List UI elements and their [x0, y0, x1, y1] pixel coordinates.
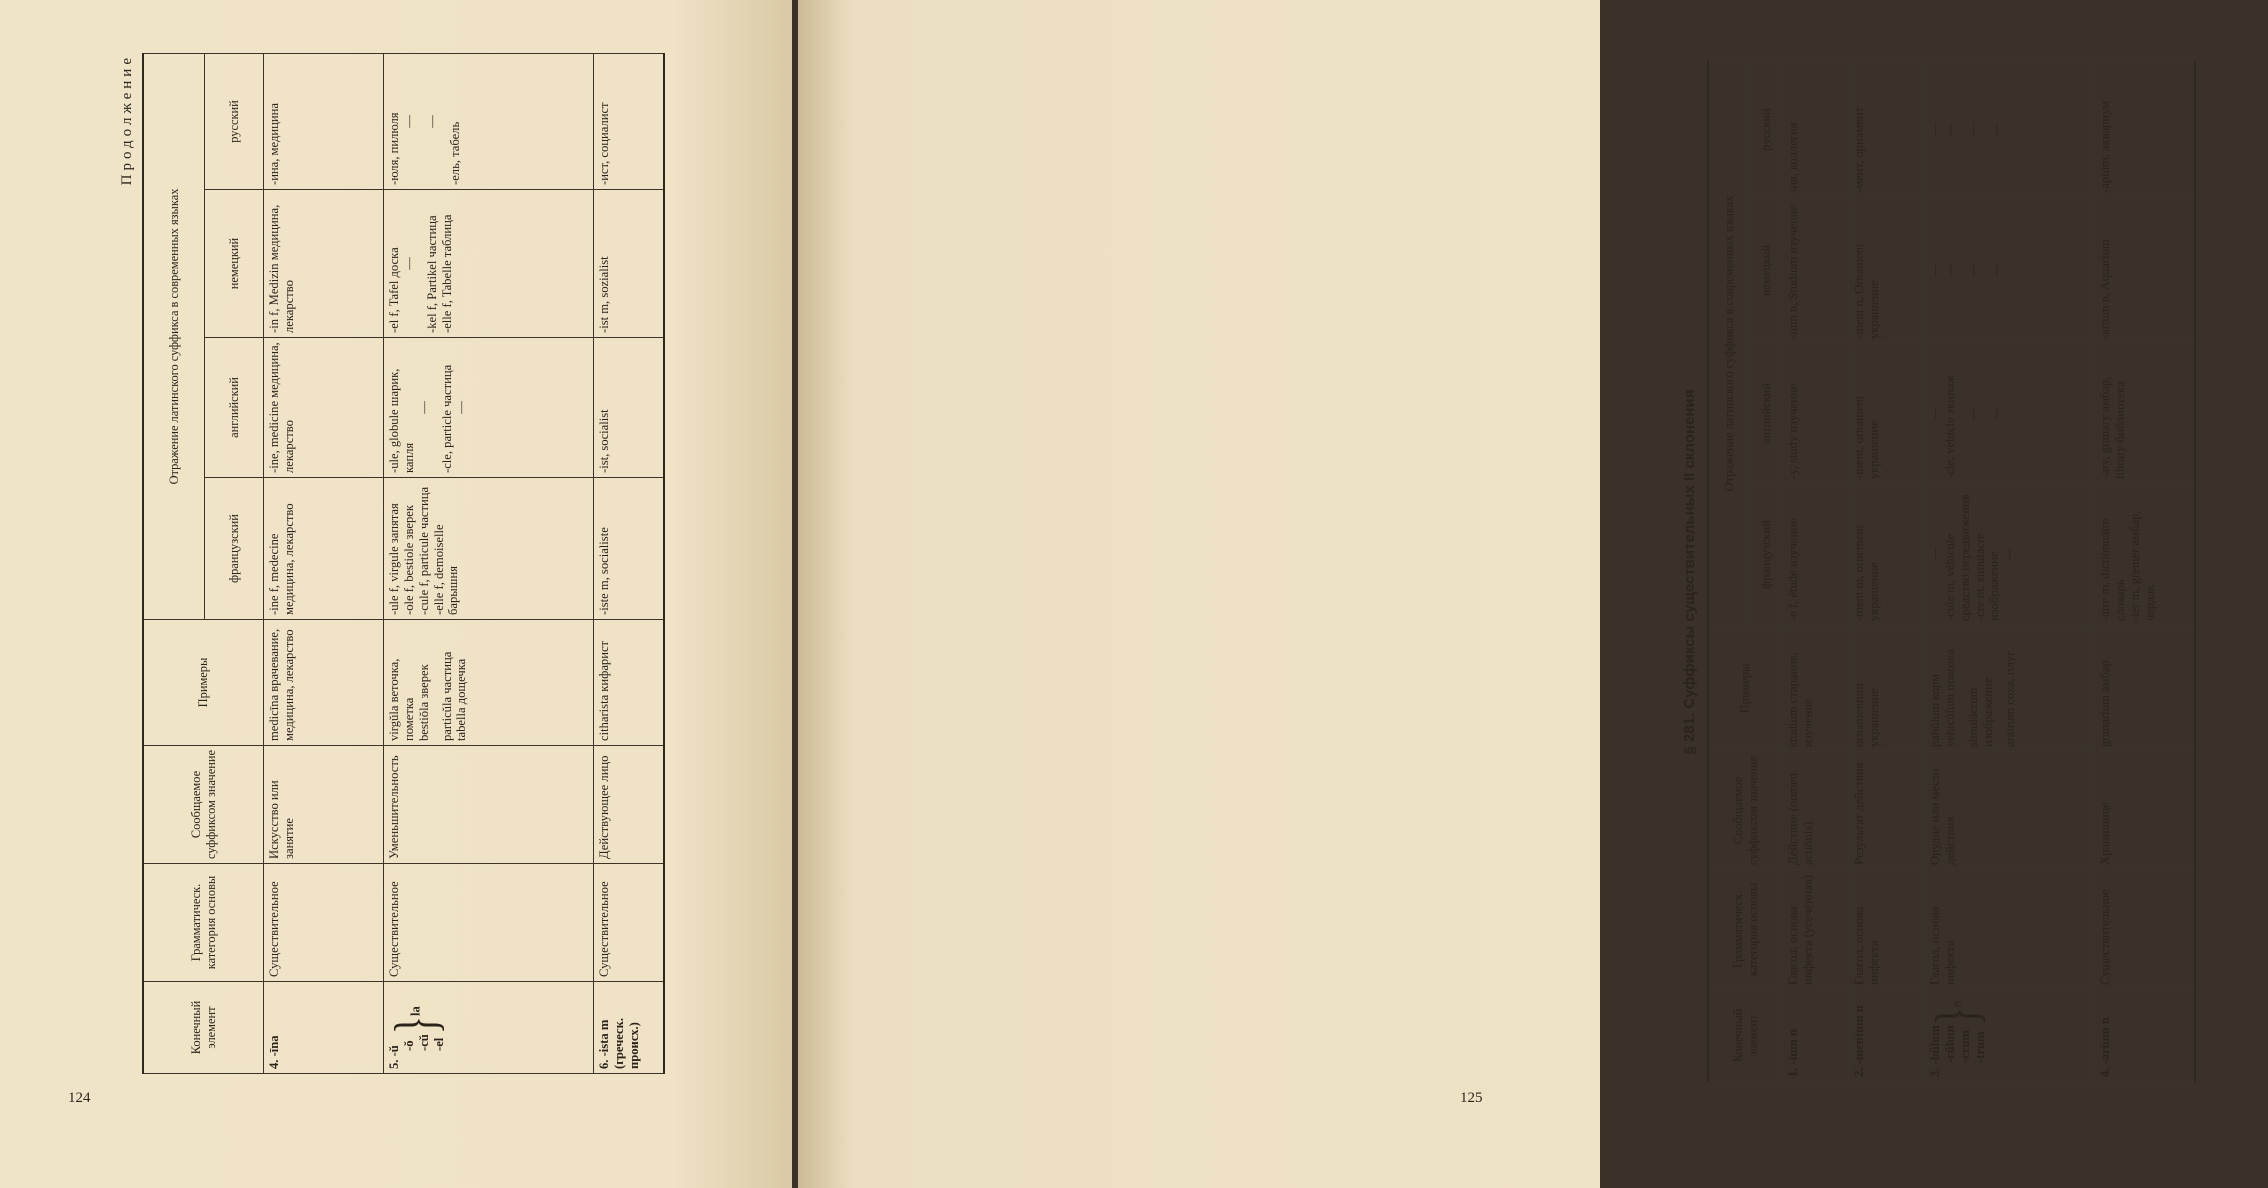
header-category: Грамматическ. категория основы [143, 864, 264, 982]
cell-meaning: Результат действия [1849, 752, 1925, 870]
cell-german: -ium n, Studium изучение [1783, 198, 1849, 344]
cell-french: -ment m, ornement украшение [1849, 484, 1925, 626]
header-english: английский [205, 338, 264, 478]
cell-meaning: Уменьшительность [384, 746, 594, 864]
left-page [0, 0, 792, 1188]
brace-icon: } [1924, 1006, 1992, 1026]
cell-french: -iste m, socialiste [594, 478, 664, 620]
cell-meaning: Искусство или занятие [264, 746, 384, 864]
cell-german: -el f, Tafel доска — -kel f, Partikel частица -elle f, Tabelle таблица [384, 190, 594, 338]
cell-french: -ine f, medecine медицина, лекарство [264, 478, 384, 620]
header-element: Конечный элемент [1708, 990, 1783, 1082]
left-rotated-content [112, 54, 686, 1074]
cell-english: -ist, socialist [594, 338, 664, 478]
header-german: немецкий [205, 190, 264, 338]
table-row [1849, 62, 1925, 1082]
header-examples: Примеры [143, 620, 264, 746]
cell-category: Глагол, основа инфекта [1925, 870, 2095, 990]
header-examples: Примеры [1708, 626, 1783, 752]
cell-category: Существительное [384, 864, 594, 982]
header-german: немецкий [1750, 198, 1783, 344]
cell-category: Глагол, основа инфекта [1849, 870, 1925, 990]
header-meaning: Сообщаемое суффиксом значение [143, 746, 264, 864]
cell-examples: ornamentum украшение [1849, 626, 1925, 752]
table-row [2095, 62, 2195, 1082]
suffix-table-left [142, 53, 665, 1074]
table-row [384, 54, 594, 1074]
table-row [594, 54, 664, 1074]
table-row [1925, 62, 2095, 1082]
cell-russian: -ист, социалист [594, 54, 664, 190]
cell-english: -y, study изучение [1783, 344, 1849, 484]
cell-examples: medicīna врачевание, медицина, лекарство [264, 620, 384, 746]
right-rotated-content [1673, 62, 2268, 1082]
cell-german: -ist m, sozialist [594, 190, 664, 338]
suffix-table-right [1707, 61, 2196, 1082]
cell-russian: -арium, аквариум [2095, 62, 2195, 198]
cell-meaning: Действие (nomen actiōnis) [1783, 752, 1849, 870]
cell-english: -ary, granary амбар, library библиотека [2095, 344, 2195, 484]
page-number-right: 125 [1460, 1090, 1483, 1106]
brace-icon: } [383, 1015, 451, 1035]
cell-french: -ule f, virgule запятая -ole f, bestiole зверек -cule f, particule частица -elle f, demoiselle барышня [384, 478, 594, 620]
header-french: французский [1750, 484, 1783, 626]
cell-category: Существительное [264, 864, 384, 982]
cell-russian: -ия, коллегия [1783, 62, 1849, 198]
continuation-caption: Продолжение [119, 54, 135, 186]
header-modern-languages: Отражение латинского суффикса в современных языках [143, 54, 205, 620]
header-meaning: Сообщаемое суффиксом значение [1708, 752, 1783, 870]
cell-german: -in f, Medizin медицина, лекарство [264, 190, 384, 338]
cell-meaning: Орудие или место действия [1925, 752, 2095, 870]
cell-german: -arium n, Aquarium [2095, 198, 2195, 344]
cell-examples: citharista кифарист [594, 620, 664, 746]
cell-russian: -мент, орнамент [1849, 62, 1925, 198]
header-element: Конечный элемент [143, 982, 264, 1074]
cell-russian: — — — — [1925, 62, 2095, 198]
cell-category: Существительное [2095, 870, 2195, 990]
cell-element: 4. -arium n [2095, 990, 2195, 1082]
cell-english: — -cle, vehicle экипаж — — [1925, 344, 2095, 484]
page-number-left: 124 [68, 1090, 91, 1106]
cell-french: — -cule m, véhicule средство передвижения -cre m, simulacre изображение — [1925, 484, 2095, 626]
cell-examples: granarium амбар [2095, 626, 2195, 752]
cell-category: Существительное [594, 864, 664, 982]
cell-english: -ment, ornament украшение [1849, 344, 1925, 484]
cell-french: -e f, étude изучение [1783, 484, 1849, 626]
header-french: французский [205, 478, 264, 620]
header-english: английский [1750, 344, 1783, 484]
cell-element: 2. -mentum n [1849, 990, 1925, 1082]
cell-element: 3. -bŭlum -cŭlum -crum -trum}n [1925, 990, 2095, 1082]
cell-german: — — — — [1925, 198, 2095, 344]
cell-english: -ule, globule шарик, капля — -cle, particle частица — [384, 338, 594, 478]
right-page [798, 0, 2157, 1188]
table-row [1783, 62, 1849, 1082]
cell-german: -ment n, Ornament украшение [1849, 198, 1925, 344]
cell-examples: virgŭla веточка, пометка bestiŏla зверек particŭla частица tabella дощечка [384, 620, 594, 746]
cell-element: 6. -ista m (греческ. происх.) [594, 982, 664, 1074]
cell-meaning: Хранилище [2095, 752, 2195, 870]
header-modern-languages: Отражение латинского суффикса в современных языках [1708, 62, 1750, 626]
cell-examples: studium старание, изучение [1783, 626, 1849, 752]
cell-element: 4. -īna [264, 982, 384, 1074]
cell-element: 1. -ium n [1783, 990, 1849, 1082]
cell-examples: pabŭlum корм vehicŭlum повозка simulācrum изображение arātrum соха, плуг [1925, 626, 2095, 752]
cell-meaning: Действующее лицо [594, 746, 664, 864]
cell-category: Глагол, основа инфекта (усечённая) [1783, 870, 1849, 990]
table-row [264, 54, 384, 1074]
section-heading: § 281. Суффиксы существительных II склонения [1681, 389, 1698, 755]
cell-english: -ine, medicine медицина, лекарство [264, 338, 384, 478]
cell-russian: -ина, медицина [264, 54, 384, 190]
header-category: Грамматическ. категория основы [1708, 870, 1783, 990]
header-russian: русский [205, 54, 264, 190]
header-russian: русский [1750, 62, 1783, 198]
cell-french: -aire m, dictionnaire словарь -ier m, grenier амбар, чердак [2095, 484, 2195, 626]
cell-element: 5. -ŭ -ŏ -cŭ -el}la [384, 982, 594, 1074]
cell-russian: -юля, пилюля — — -ель, табель [384, 54, 594, 190]
